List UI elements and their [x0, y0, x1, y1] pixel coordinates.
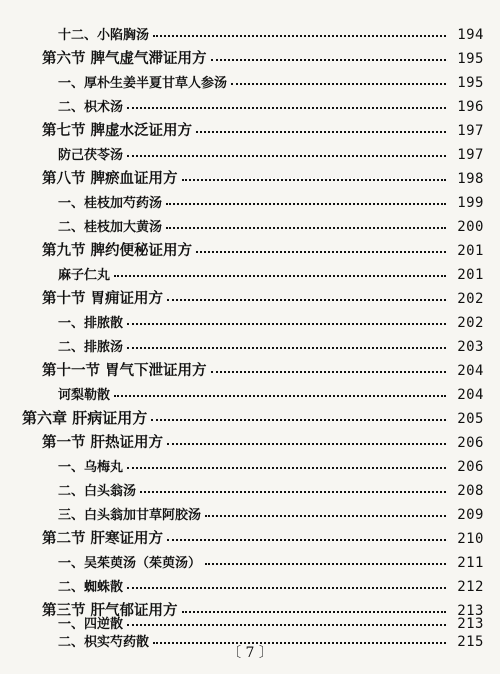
toc-entry [58, 138, 484, 162]
toc-entry-page: 201 [457, 243, 484, 259]
toc-entry-title: 一、桂枝加芍药汤 [58, 196, 163, 211]
toc-entry-title: 一、乌梅丸 [58, 460, 124, 475]
leader-dots [205, 562, 446, 565]
toc-entry-page: 201 [457, 267, 484, 283]
leader-dots [127, 322, 446, 325]
leader-dots [127, 346, 446, 349]
toc-entry-title: 一、厚朴生姜半夏甘草人参汤 [58, 76, 228, 91]
toc-entry-page: 206 [457, 459, 484, 475]
leader-dots [167, 298, 446, 301]
toc-entry-page: 197 [457, 147, 484, 163]
toc-entry-page: 203 [457, 339, 484, 355]
toc-entry-title: 一、排脓散 [58, 316, 124, 331]
toc-entry [58, 570, 484, 594]
toc-entry [58, 18, 484, 42]
toc-entry-page: 215 [457, 634, 484, 650]
toc-entry-page: 213 [457, 603, 484, 619]
toc-entry-title: 一、吴茱萸汤（茱萸汤） [58, 556, 202, 571]
toc-entry-page: 206 [457, 435, 484, 451]
toc-entry-page: 200 [457, 219, 484, 235]
toc-entry [58, 66, 484, 90]
toc-entry [42, 42, 484, 66]
toc-entry-page: 196 [457, 99, 484, 115]
toc-entry [42, 162, 484, 186]
toc-entry [42, 522, 484, 546]
toc-entry-title: 第一节 肝热证用方 [42, 434, 164, 451]
toc-entry-page: 199 [457, 195, 484, 211]
leader-dots [127, 154, 446, 157]
toc-entry-page: 209 [457, 507, 484, 523]
toc-entry-page: 210 [457, 531, 484, 547]
toc-entry-title: 麻子仁丸 [58, 268, 111, 283]
toc-entry-title: 一、四逆散 [58, 617, 124, 632]
toc-entry [58, 546, 484, 570]
toc-entry-page: 202 [457, 291, 484, 307]
toc-entry-page: 195 [457, 51, 484, 67]
leader-dots [196, 250, 446, 253]
toc-entry-title: 十二、小陷胸汤 [58, 28, 150, 43]
leader-dots [167, 442, 446, 445]
leader-dots [166, 226, 446, 229]
leader-dots [182, 178, 446, 181]
toc-entry-page: 205 [457, 411, 484, 427]
toc-entry-title: 二、枳术汤 [58, 100, 124, 115]
leader-dots [205, 514, 446, 517]
toc-entry [58, 378, 484, 402]
toc-entry-page: 212 [457, 579, 484, 595]
toc-entry-page: 197 [457, 123, 484, 139]
toc-entry-title: 诃梨勒散 [58, 388, 111, 403]
leader-dots [114, 394, 446, 397]
toc-entry [58, 498, 484, 522]
leader-dots [151, 418, 446, 421]
toc-entry [42, 354, 484, 378]
toc-entry [58, 210, 484, 234]
leader-dots [153, 34, 446, 37]
page-number: 〔 7 〕 [227, 645, 273, 661]
leader-dots [140, 490, 446, 493]
toc-entry-page: 194 [457, 27, 484, 43]
toc-entry-page: 208 [457, 483, 484, 499]
toc-entry-title: 二、桂枝加大黄汤 [58, 220, 163, 235]
toc-entry [42, 282, 484, 306]
toc-entry-title: 第二节 肝寒证用方 [42, 530, 164, 547]
leader-dots [211, 370, 446, 373]
toc-chapter-entry [22, 402, 484, 426]
toc-entry-page: 211 [457, 555, 484, 571]
toc-entry-page: 204 [457, 363, 484, 379]
toc-entry-page: 195 [457, 75, 484, 91]
toc-entry-page: 213 [457, 616, 484, 632]
leader-dots [114, 274, 446, 277]
leader-dots [127, 586, 446, 589]
toc-entry-title: 二、枳实芍药散 [58, 635, 150, 650]
toc-entry-title: 第八节 脾瘀血证用方 [42, 170, 178, 187]
toc-entry [58, 474, 484, 498]
toc-entry [42, 234, 484, 258]
toc-entry-title: 第十节 胃痈证用方 [42, 290, 164, 307]
leader-dots [231, 82, 446, 85]
toc-entry [58, 90, 484, 114]
leader-dots [166, 202, 446, 205]
leader-dots [211, 58, 446, 61]
toc-entry-title: 第六节 脾气虚气滞证用方 [42, 50, 207, 67]
toc-entry-page: 202 [457, 315, 484, 331]
toc-entry-title: 第七节 脾虚水泛证用方 [42, 122, 193, 139]
leader-dots [167, 538, 446, 541]
toc-entry-page: 204 [457, 387, 484, 403]
toc-entry-title: 第九节 脾约便秘证用方 [42, 242, 193, 259]
toc-entry-title: 第十一节 胃气下泄证用方 [42, 362, 207, 379]
leader-dots [127, 106, 446, 109]
toc-entry [42, 114, 484, 138]
leader-dots [127, 466, 446, 469]
toc-entry [58, 258, 484, 282]
toc-entry [58, 306, 484, 330]
toc-entry [42, 426, 484, 450]
toc-entry-title: 二、白头翁汤 [58, 484, 137, 499]
toc-entry-title: 二、蜘蛛散 [58, 580, 124, 595]
toc-entry-title: 防己茯苓汤 [58, 148, 124, 163]
toc-entry [58, 330, 484, 354]
toc-entry-title: 第六章 肝病证用方 [22, 409, 148, 427]
toc-entry [58, 450, 484, 474]
leader-dots [196, 130, 446, 133]
toc-entry-page: 198 [457, 171, 484, 187]
toc-entry-title: 三、白头翁加甘草阿胶汤 [58, 508, 202, 523]
toc-entry-title: 二、排脓汤 [58, 340, 124, 355]
toc-entry-title: 第三节 肝气郁证用方 [42, 602, 178, 619]
toc-entry [58, 186, 484, 210]
